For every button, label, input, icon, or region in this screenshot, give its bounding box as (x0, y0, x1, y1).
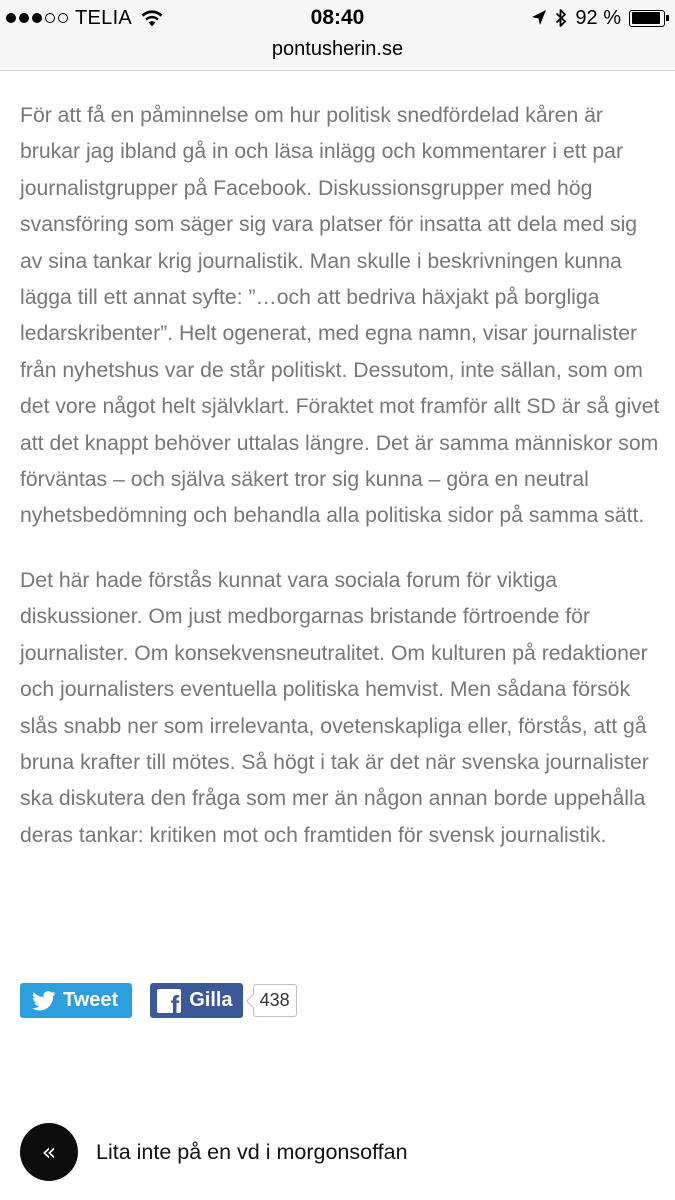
share-buttons (20, 983, 297, 1018)
facebook-like-button[interactable] (150, 983, 242, 1018)
clock: 08:40 (310, 6, 365, 29)
status-bar (0, 0, 675, 36)
article-paragraph: För att få en påminnelse om hur politisk snedfördelad kåren är brukar jag ibland gå in och läsa inlägg och kommentarer i ett par journalistgrupper på Facebook. Diskussionsgrupper med hög svansföring som säger sig vara platser för insatta att dela med sig av sina tankar krig journalistik. Man skulle i beskrivningen kunna lägga till ett annat syfte: ”…och att bedriva häxjakt på borgliga ledarskribenter”. Helt ogenerat, med egna namn, visar journalister från nyhetshus var de står politiskt. Dessutom, inte sällan, som om det vore något helt självklart. Föraktet mot framför allt SD är så givet att det knappt behöver uttalas längre. Det är samma människor som förväntas – och själva säkert tror sig kunna – göra en neutral nyhetsbedömning och behandla alla politiska sidor på samma sätt. (20, 104, 660, 528)
article-body (20, 98, 660, 854)
like-label: Gilla (189, 989, 233, 1011)
status-right (531, 6, 665, 30)
bluetooth-icon (555, 8, 567, 28)
carrier-name: TELIA (75, 6, 133, 29)
previous-post-link[interactable] (20, 1123, 408, 1181)
url-text[interactable]: pontusherin.se (271, 38, 404, 60)
location-arrow-icon (531, 9, 547, 27)
like-count-value: 438 (259, 990, 290, 1010)
facebook-icon: f (157, 989, 181, 1013)
previous-post-title[interactable]: Lita inte på en vd i morgonsoffan (96, 1139, 408, 1164)
twitter-bird-icon (32, 991, 56, 1011)
battery-level-fill (632, 12, 661, 24)
tweet-label: Tweet (63, 989, 119, 1011)
previous-arrow-icon[interactable]: « (20, 1123, 78, 1181)
article-paragraph: Det här hade förstås kunnat vara sociala forum för viktiga diskussioner. Om just medborgarnas bristande förtroende för journalister. Om konsekvensneutralitet. Om kulturen på redaktioner och journalisters eventuella politiska hemvist. Men sådana försök slås snabb ner som irrelevanta, ovetenskapliga eller, förstås, att gå bruna krafter till mötes. Så högt i tak är det när svenska journalister ska diskutera den fråga som mer än någon annan borde uppehålla deras tankar: kritiken mot och framtiden för svensk journalistik. (20, 568, 649, 847)
battery-icon (629, 10, 665, 27)
tweet-button[interactable] (20, 983, 132, 1018)
like-count (253, 984, 297, 1017)
battery-percentage: 92 % (575, 6, 621, 29)
address-bar[interactable] (0, 36, 675, 71)
